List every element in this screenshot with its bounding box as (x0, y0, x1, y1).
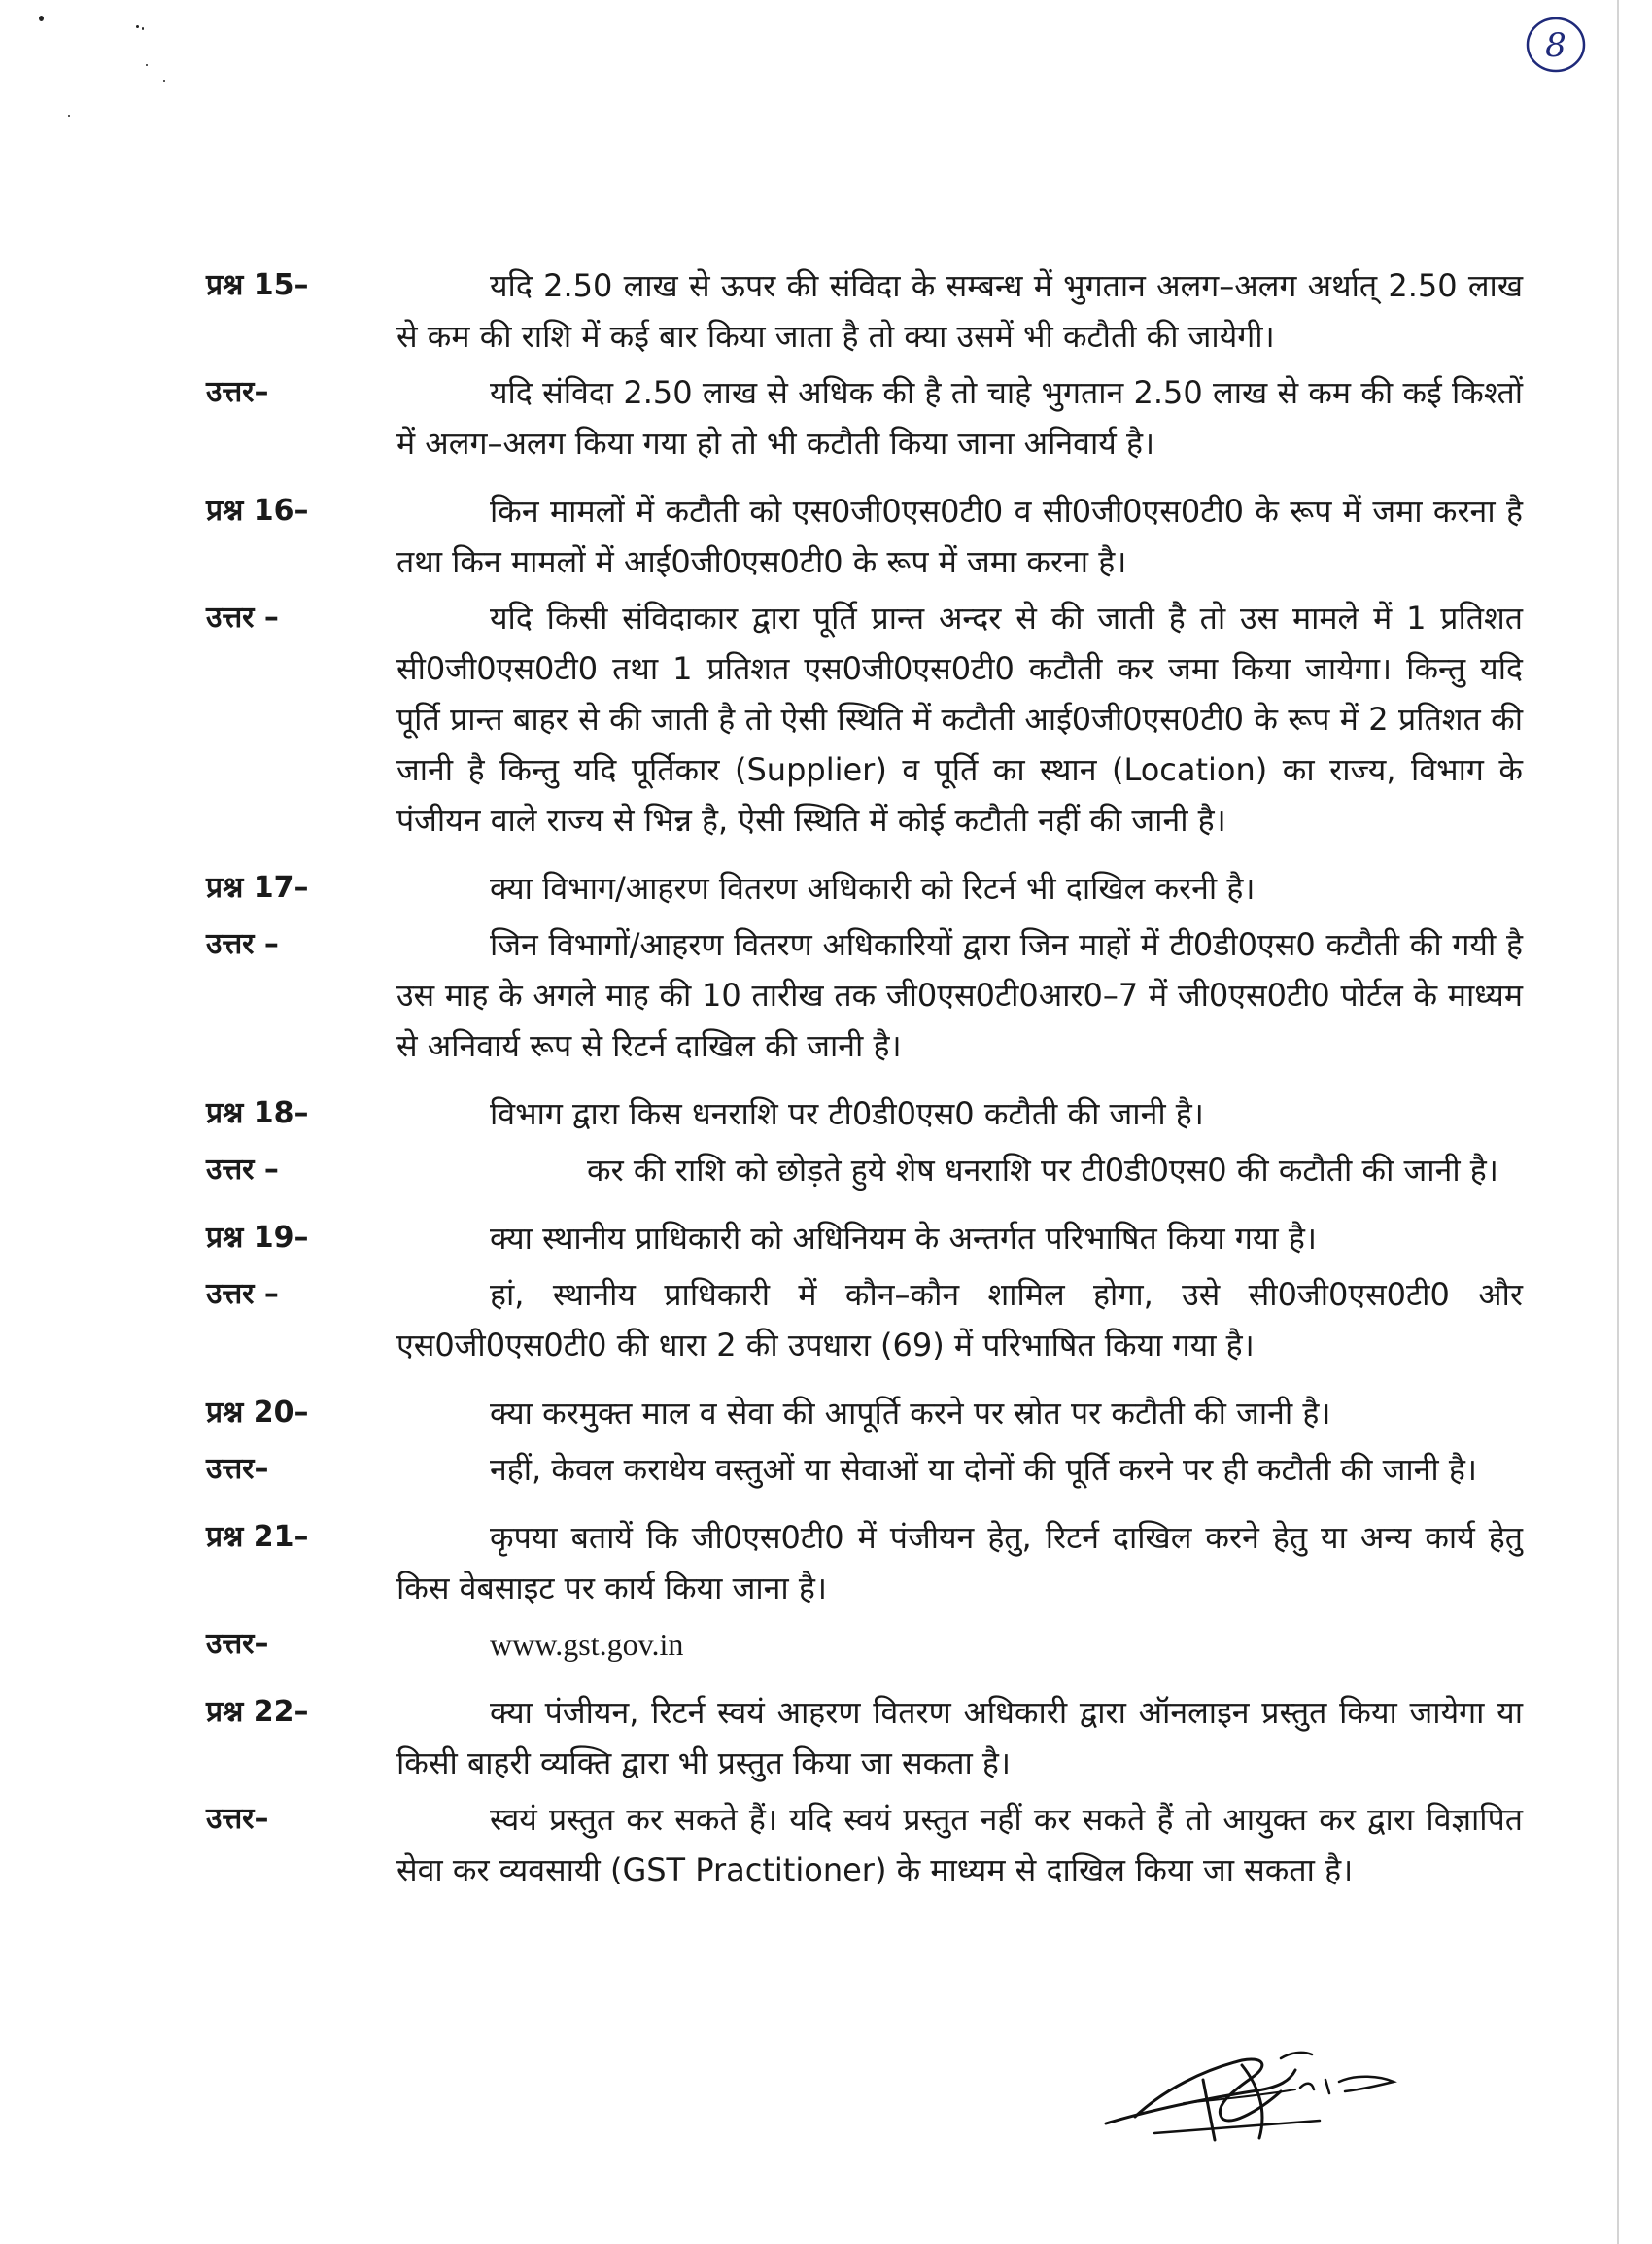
question-label: प्रश्न 20– (206, 1396, 309, 1430)
question-text: क्या पंजीयन, रिटर्न स्वयं आहरण वितरण अधिकारी द्वारा ऑनलाइन प्रस्तुत किया जायेगा या किसी बाहरी व्यक्ति द्वारा भी प्रस्तुत किया जा सकता है। (396, 1694, 1523, 1781)
answer-text: स्वयं प्रस्तुत कर सकते हैं। यदि स्वयं प्रस्तुत नहीं कर सकते हैं तो आयुक्त कर द्वारा विज्ञापित सेवा कर व्यवसायी (GST Practitioner) के माध्यम से दाखिल किया जा सकता है। (396, 1801, 1523, 1888)
scan-speck (68, 115, 70, 117)
website-link-text: www.gst.gov.in (490, 1627, 684, 1662)
question-text: विभाग द्वारा किस धनराशि पर टी0डी0एस0 कटौती की जानी है। (490, 1095, 1204, 1132)
question-label: प्रश्न 16– (206, 494, 309, 528)
question-label: प्रश्न 15– (206, 268, 309, 302)
page-number-text: 8 (1545, 26, 1566, 65)
scan-speck (39, 16, 44, 21)
qa-item-question-19 (206, 1213, 1523, 1263)
answer-label: उत्तर – (206, 927, 279, 961)
answer-text: हां, स्थानीय प्राधिकारी में कौन–कौन शामिल होगा, उसे सी0जी0एस0टी0 और एस0जी0एस0टी0 की धारा 2 की उपधारा (69) में परिभाषित किया गया है। (396, 1276, 1523, 1364)
qa-item-answer-19 (206, 1269, 1523, 1370)
question-text: यदि 2.50 लाख से ऊपर की संविदा के सम्बन्ध में भुगतान अलग–अलग अर्थात् 2.50 लाख से कम की राशि में कई बार किया जाता है तो क्या उसमें भी कटौती की जायेगी। (396, 267, 1523, 355)
signature-scribble (1096, 2031, 1427, 2167)
qa-item-question-22 (206, 1687, 1523, 1788)
page-number-stamp (1524, 12, 1588, 76)
answer-text: जिन विभागों/आहरण वितरण अधिकारियों द्वारा जिन माहों में टी0डी0एस0 कटौती की गयी है उस माह के अगले माह की 10 तारीख तक जी0एस0टी0आर0–7 में जी0एस0टी0 पोर्टल के माध्यम से अनिवार्य रूप से रिटर्न दाखिल की जानी है। (396, 926, 1523, 1064)
question-label: प्रश्न 18– (206, 1096, 309, 1130)
answer-label: उत्तर – (206, 601, 279, 635)
qa-item-question-16 (206, 486, 1523, 587)
qa-item-answer-15 (206, 367, 1523, 468)
qa-item-question-15 (206, 260, 1523, 362)
qa-list (206, 260, 1523, 1901)
question-label: प्रश्न 17– (206, 871, 309, 905)
qa-item-answer-18 (206, 1145, 1523, 1195)
answer-label: उत्तर – (206, 1277, 279, 1311)
qa-item-answer-21 (206, 1619, 1523, 1670)
answer-label: उत्तर– (206, 1802, 269, 1836)
qa-item-answer-16 (206, 593, 1523, 846)
question-label: प्रश्न 19– (206, 1221, 309, 1255)
qa-item-question-17 (206, 863, 1523, 914)
qa-item-question-20 (206, 1388, 1523, 1438)
question-label: प्रश्न 21– (206, 1520, 309, 1554)
answer-text: कर की राशि को छोड़ते हुये शेष धनराशि पर टी0डी0एस0 की कटौती की जानी है। (587, 1152, 1498, 1189)
scan-speck (142, 27, 144, 30)
question-text: क्या करमुक्त माल व सेवा की आपूर्ति करने पर स्रोत पर कटौती की जानी है। (490, 1395, 1331, 1432)
qa-item-answer-17 (206, 919, 1523, 1071)
scan-speck (136, 25, 139, 28)
circled-page-number (1524, 12, 1588, 76)
answer-label: उत्तर – (206, 1153, 279, 1187)
qa-item-answer-20 (206, 1444, 1523, 1495)
answer-label: उत्तर– (206, 1627, 269, 1661)
question-text: कृपया बतायें कि जी0एस0टी0 में पंजीयन हेतु, रिटर्न दाखिल करने हेतु या अन्य कार्य हेतु किस वेबसाइट पर कार्य किया जाना है। (396, 1519, 1523, 1606)
answer-text: यदि किसी संविदाकार द्वारा पूर्ति प्रान्त अन्दर से की जाती है तो उस मामले में 1 प्रतिशत सी0जी0एस0टी0 तथा 1 प्रतिशत एस0जी0एस0टी0 कटौती कर जमा किया जायेगा। किन्तु यदि पूर्ति प्रान्त बाहर से की जाती है तो ऐसी स्थिति में कटौती आई0जी0एस0टी0 के रूप में 2 प्रतिशत की जानी है किन्तु यदि पूर्तिकार (Supplier) व पूर्ति का स्थान (Location) का राज्य, विभाग के पंजीयन वाले राज्य से भिन्न है, ऐसी स्थिति में कोई कटौती नहीं की जानी है। (396, 600, 1523, 839)
scan-edge-line (1617, 0, 1619, 2244)
scan-speck (163, 80, 165, 82)
question-text: क्या विभाग/आहरण वितरण अधिकारी को रिटर्न भी दाखिल करनी है। (490, 870, 1256, 907)
answer-label: उत्तर– (206, 375, 269, 409)
handwritten-signature (1096, 2031, 1427, 2167)
answer-text: यदि संविदा 2.50 लाख से अधिक की है तो चाहे भुगतान 2.50 लाख से कम की कई किश्तों में अलग–अलग किया गया हो तो भी कटौती किया जाना अनिवार्य है। (396, 374, 1523, 462)
question-text: क्या स्थानीय प्राधिकारी को अधिनियम के अन्तर्गत परिभाषित किया गया है। (490, 1220, 1318, 1257)
qa-item-question-21 (206, 1512, 1523, 1613)
scan-speck (146, 64, 148, 66)
qa-item-answer-22 (206, 1794, 1523, 1895)
qa-item-question-18 (206, 1088, 1523, 1139)
question-label: प्रश्न 22– (206, 1695, 309, 1729)
question-text: किन मामलों में कटौती को एस0जी0एस0टी0 व सी0जी0एस0टी0 के रूप में जमा करना है तथा किन मामलों में आई0जी0एस0टी0 के रूप में जमा करना है। (396, 493, 1523, 580)
answer-text: नहीं, केवल कराधेय वस्तुओं या सेवाओं या दोनों की पूर्ति करने पर ही कटौती की जानी है। (490, 1451, 1477, 1488)
answer-label: उत्तर– (206, 1452, 269, 1486)
